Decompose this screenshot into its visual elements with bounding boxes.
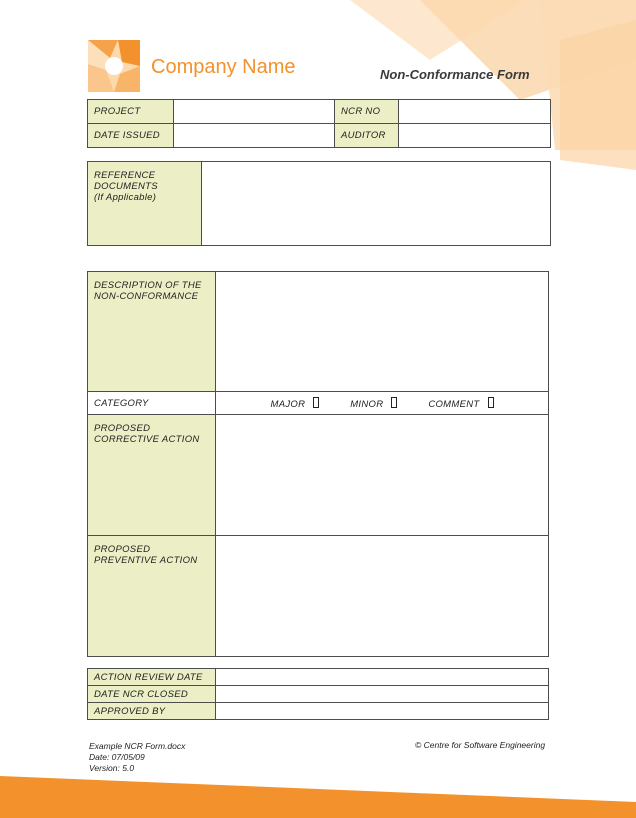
date-issued-field[interactable]: [174, 124, 335, 148]
reference-documents-label: REFERENCE DOCUMENTS (If Applicable): [88, 162, 202, 246]
approval-table: [87, 668, 549, 720]
project-label: PROJECT: [88, 100, 174, 124]
preventive-action-label: PROPOSED PREVENTIVE ACTION: [88, 536, 216, 657]
footer-date: Date: 07/05/09: [89, 752, 145, 762]
preventive-action-field[interactable]: [216, 536, 549, 657]
footer-filename: Example NCR Form.docx: [89, 741, 186, 751]
category-label: CATEGORY: [88, 392, 216, 415]
category-comment[interactable]: [428, 397, 493, 410]
date-issued-label: DATE ISSUED: [88, 124, 174, 148]
ncr-no-label: NCR NO: [335, 100, 399, 124]
minor-label: MINOR: [350, 398, 384, 410]
category-options: [216, 392, 549, 415]
ncr-details-table: [87, 271, 549, 657]
date-ncr-closed-label: DATE NCR CLOSED: [88, 686, 216, 703]
company-name: Company Name: [151, 56, 296, 78]
footer-copyright: © Centre for Software Engineering: [415, 740, 546, 750]
auditor-label: AUDITOR: [335, 124, 399, 148]
project-field[interactable]: [174, 100, 335, 124]
description-field[interactable]: [216, 272, 549, 392]
date-ncr-closed-field[interactable]: [216, 686, 549, 703]
minor-checkbox[interactable]: [391, 397, 397, 408]
description-label: DESCRIPTION OF THE NON-CONFORMANCE: [88, 272, 216, 392]
comment-checkbox[interactable]: [488, 397, 494, 408]
action-review-date-field[interactable]: [216, 669, 549, 686]
footer-info: [89, 741, 185, 774]
footer-version: Version: 5.0: [89, 763, 135, 773]
company-logo-icon: [88, 40, 140, 92]
approved-by-field[interactable]: [216, 703, 549, 720]
major-label: MAJOR: [270, 398, 306, 410]
corrective-action-field[interactable]: [216, 415, 549, 536]
corrective-action-label: PROPOSED CORRECTIVE ACTION: [88, 415, 216, 536]
form-title: Non-Conformance Form: [380, 67, 530, 82]
ncr-no-field[interactable]: [399, 100, 551, 124]
reference-documents-field[interactable]: [202, 162, 551, 246]
project-info-table: [87, 99, 551, 148]
category-major[interactable]: [270, 397, 319, 410]
comment-label: COMMENT: [428, 398, 480, 410]
action-review-date-label: ACTION REVIEW DATE: [88, 669, 216, 686]
reference-table: [87, 161, 551, 246]
major-checkbox[interactable]: [313, 397, 319, 408]
category-minor[interactable]: [350, 397, 397, 410]
approved-by-label: APPROVED BY: [88, 703, 216, 720]
auditor-field[interactable]: [399, 124, 551, 148]
